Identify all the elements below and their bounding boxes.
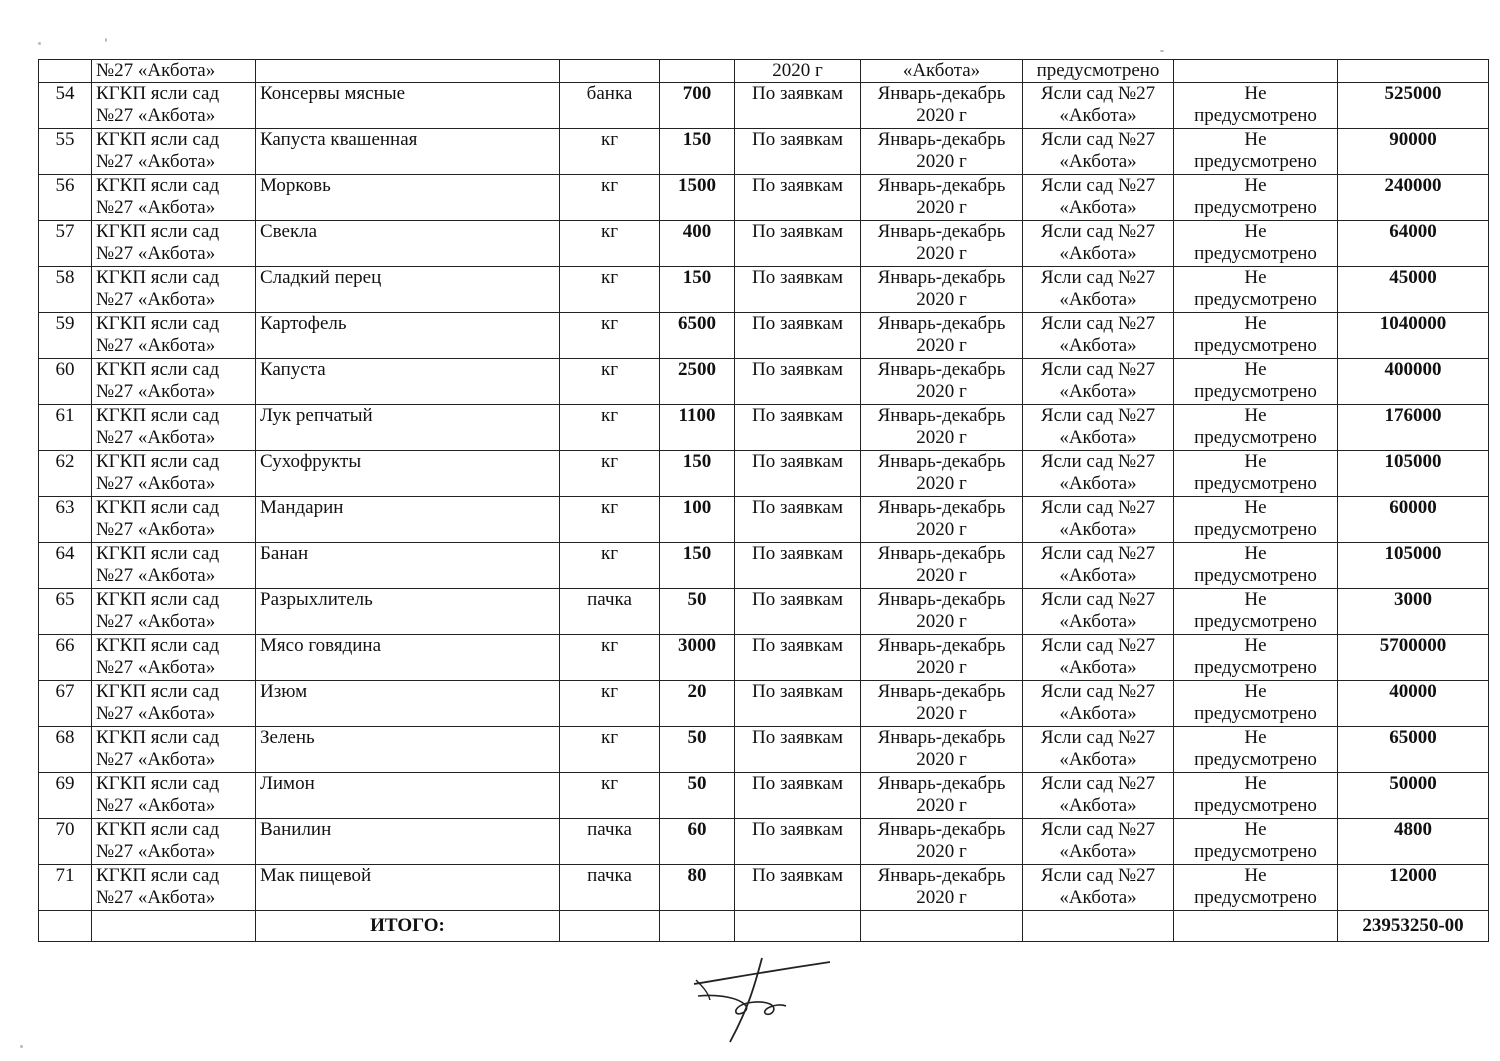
cell-org: КГКП ясли сад №27 «Акбота» [92,497,256,543]
cell-sum: 400000 [1338,359,1489,405]
cell-term: По заявкам [735,221,861,267]
cell-org: КГКП ясли сад №27 «Акбота» [92,589,256,635]
cell-advance: Не предусмотрено [1174,313,1338,359]
cell-name: Сладкий перец [256,267,560,313]
cell-num: 67 [39,681,92,727]
cell-num [39,911,92,942]
table-row [39,773,1489,819]
cell-num: 65 [39,589,92,635]
cell-qty: 700 [660,83,735,129]
cell-place: Ясли сад №27 «Акбота» [1023,727,1174,773]
cell-qty: 150 [660,543,735,589]
table-row [39,313,1489,359]
cell-num: 58 [39,267,92,313]
cell-name: Банан [256,543,560,589]
cell-advance: Не предусмотрено [1174,819,1338,865]
cell-name: Консервы мясные [256,83,560,129]
cell-name: Свекла [256,221,560,267]
table-row [39,865,1489,911]
cell-advance: Не предусмотрено [1174,589,1338,635]
scan-speck [1160,50,1164,52]
table-row [39,221,1489,267]
table-row-continued [39,60,1489,83]
cell-org: КГКП ясли сад №27 «Акбота» [92,175,256,221]
cell-org: КГКП ясли сад №27 «Акбота» [92,451,256,497]
cell-num: 63 [39,497,92,543]
cell-term: По заявкам [735,727,861,773]
cell-period [861,911,1023,942]
cell-place: Ясли сад №27 «Акбота» [1023,221,1174,267]
table-row [39,359,1489,405]
cell-name: Мясо говядина [256,635,560,681]
table-row [39,267,1489,313]
total-row [39,911,1489,942]
cell-period: Январь-декабрь 2020 г [861,175,1023,221]
cell-name [256,60,560,83]
cell-org: КГКП ясли сад №27 «Акбота» [92,359,256,405]
cell-advance [1174,911,1338,942]
cell-num: 69 [39,773,92,819]
cell-qty: 3000 [660,635,735,681]
table-row [39,819,1489,865]
cell-term: По заявкам [735,681,861,727]
cell-unit: кг [560,221,660,267]
cell-period: Январь-декабрь 2020 г [861,727,1023,773]
cell-name: Мандарин [256,497,560,543]
cell-unit: пачка [560,865,660,911]
cell-period: Январь-декабрь 2020 г [861,221,1023,267]
table-row [39,83,1489,129]
cell-period: Январь-декабрь 2020 г [861,589,1023,635]
cell-org: КГКП ясли сад №27 «Акбота» [92,635,256,681]
cell-place: Ясли сад №27 «Акбота» [1023,129,1174,175]
cell-org: КГКП ясли сад №27 «Акбота» [92,727,256,773]
cell-name: Сухофрукты [256,451,560,497]
cell-period: Январь-декабрь 2020 г [861,83,1023,129]
cell-term: По заявкам [735,451,861,497]
cell-qty: 150 [660,129,735,175]
cell-num: 68 [39,727,92,773]
table-row [39,129,1489,175]
cell-place: Ясли сад №27 «Акбота» [1023,497,1174,543]
cell-advance: Не предусмотрено [1174,681,1338,727]
cell-name: Зелень [256,727,560,773]
cell-unit: кг [560,129,660,175]
cell-sum: 50000 [1338,773,1489,819]
cell-qty: 6500 [660,313,735,359]
cell-advance: Не предусмотрено [1174,635,1338,681]
cell-sum: 3000 [1338,589,1489,635]
cell-place: Ясли сад №27 «Акбота» [1023,543,1174,589]
cell-org: КГКП ясли сад №27 «Акбота» [92,267,256,313]
cell-place: Ясли сад №27 «Акбота» [1023,359,1174,405]
cell-org: КГКП ясли сад №27 «Акбота» [92,819,256,865]
cell-org: КГКП ясли сад №27 «Акбота» [92,129,256,175]
cell-qty: 1500 [660,175,735,221]
cell-num: 61 [39,405,92,451]
cell-unit: кг [560,543,660,589]
cell-advance: Не предусмотрено [1174,129,1338,175]
cell-org: КГКП ясли сад №27 «Акбота» [92,405,256,451]
cell-advance: Не предусмотрено [1174,405,1338,451]
cell-period: Январь-декабрь 2020 г [861,865,1023,911]
cell-term: По заявкам [735,83,861,129]
cell-term: По заявкам [735,313,861,359]
cell-sum: 45000 [1338,267,1489,313]
table-row [39,405,1489,451]
cell-name: Капуста [256,359,560,405]
cell-num: 66 [39,635,92,681]
scan-speck [105,38,107,42]
cell-period: 2020 г [735,60,861,83]
cell-name: Морковь [256,175,560,221]
cell-sum [1174,60,1338,83]
cell-unit: кг [560,681,660,727]
cell-place: Ясли сад №27 «Акбота» [1023,405,1174,451]
cell-place: Ясли сад №27 «Акбота» [1023,773,1174,819]
cell-term: По заявкам [735,865,861,911]
cell-num: 64 [39,543,92,589]
cell-qty: 1100 [660,405,735,451]
cell-qty: 60 [660,819,735,865]
cell-name: Разрыхлитель [256,589,560,635]
cell-period: Январь-декабрь 2020 г [861,497,1023,543]
cell-qty: 100 [660,497,735,543]
cell-num: 71 [39,865,92,911]
cell-num: 60 [39,359,92,405]
cell-advance: Не предусмотрено [1174,497,1338,543]
cell-advance: Не предусмотрено [1174,773,1338,819]
table-row [39,589,1489,635]
cell-org: КГКП ясли сад №27 «Акбота» [92,681,256,727]
cell-unit: кг [560,405,660,451]
cell-unit: пачка [560,819,660,865]
cell-sum: 40000 [1338,681,1489,727]
cell-num: 57 [39,221,92,267]
cell-num: 70 [39,819,92,865]
cell-org: №27 «Акбота» [92,60,256,83]
cell-org: КГКП ясли сад №27 «Акбота» [92,543,256,589]
cell-place: Ясли сад №27 «Акбота» [1023,175,1174,221]
cell-period: Январь-декабрь 2020 г [861,451,1023,497]
cell-period: Январь-декабрь 2020 г [861,313,1023,359]
cell-place: Ясли сад №27 «Акбота» [1023,819,1174,865]
cell-advance: Не предусмотрено [1174,727,1338,773]
cell-place: Ясли сад №27 «Акбота» [1023,267,1174,313]
procurement-table [38,59,1489,942]
table-row [39,635,1489,681]
cell-num: 55 [39,129,92,175]
cell-sum: 105000 [1338,451,1489,497]
cell-period: Январь-декабрь 2020 г [861,681,1023,727]
cell-advance: Не предусмотрено [1174,267,1338,313]
cell-sum: 1040000 [1338,313,1489,359]
cell-term: По заявкам [735,267,861,313]
cell-period: Январь-декабрь 2020 г [861,819,1023,865]
table-row [39,727,1489,773]
cell-place: Ясли сад №27 «Акбота» [1023,681,1174,727]
cell-period: Январь-декабрь 2020 г [861,129,1023,175]
cell-qty: 20 [660,681,735,727]
cell-period: Январь-декабрь 2020 г [861,635,1023,681]
cell-sum: 90000 [1338,129,1489,175]
cell-sum: 60000 [1338,497,1489,543]
cell-term: По заявкам [735,497,861,543]
cell-place: «Акбота» [861,60,1023,83]
cell-term: По заявкам [735,129,861,175]
scan-speck [38,42,41,45]
cell-term: По заявкам [735,773,861,819]
cell-unit [560,60,660,83]
cell-unit: кг [560,267,660,313]
cell-unit: кг [560,359,660,405]
cell-advance: Не предусмотрено [1174,543,1338,589]
table-row [39,681,1489,727]
cell-unit [560,911,660,942]
table-row [39,543,1489,589]
table-row [39,497,1489,543]
cell-sum: 105000 [1338,543,1489,589]
cell-advance: Не предусмотрено [1174,221,1338,267]
cell-org: КГКП ясли сад №27 «Акбота» [92,221,256,267]
cell-num: 62 [39,451,92,497]
cell-sum: 240000 [1338,175,1489,221]
cell-num [39,60,92,83]
cell-unit: кг [560,635,660,681]
cell-qty: 50 [660,727,735,773]
cell-period: Январь-декабрь 2020 г [861,773,1023,819]
cell-qty: 150 [660,267,735,313]
cell-place: Ясли сад №27 «Акбота» [1023,83,1174,129]
cell-advance: Не предусмотрено [1174,83,1338,129]
cell-qty: 50 [660,589,735,635]
cell-qty: 150 [660,451,735,497]
cell-unit: банка [560,83,660,129]
cell-qty [660,911,735,942]
cell-place: Ясли сад №27 «Акбота» [1023,635,1174,681]
cell-unit: пачка [560,589,660,635]
cell-unit: кг [560,451,660,497]
cell-advance: Не предусмотрено [1174,865,1338,911]
cell-qty: 400 [660,221,735,267]
cell-sum: 12000 [1338,865,1489,911]
cell-term: По заявкам [735,589,861,635]
cell-sum: 5700000 [1338,635,1489,681]
cell-name: Изюм [256,681,560,727]
cell-term: По заявкам [735,543,861,589]
cell-period: Январь-декабрь 2020 г [861,543,1023,589]
cell-num: 54 [39,83,92,129]
cell-name: Капуста квашенная [256,129,560,175]
cell-org: КГКП ясли сад №27 «Акбота» [92,865,256,911]
cell-unit: кг [560,773,660,819]
cell-extra [1338,60,1489,83]
cell-place: Ясли сад №27 «Акбота» [1023,865,1174,911]
cell-unit: кг [560,497,660,543]
cell-name: Ванилин [256,819,560,865]
cell-name: Лук репчатый [256,405,560,451]
cell-sum: 176000 [1338,405,1489,451]
cell-org [92,911,256,942]
cell-period: Январь-декабрь 2020 г [861,405,1023,451]
cell-term: По заявкам [735,175,861,221]
cell-period: Январь-декабрь 2020 г [861,267,1023,313]
cell-qty: 50 [660,773,735,819]
cell-unit: кг [560,313,660,359]
cell-name: Картофель [256,313,560,359]
cell-sum: 65000 [1338,727,1489,773]
cell-place: Ясли сад №27 «Акбота» [1023,589,1174,635]
cell-qty: 2500 [660,359,735,405]
cell-org: КГКП ясли сад №27 «Акбота» [92,773,256,819]
cell-org: КГКП ясли сад №27 «Акбота» [92,83,256,129]
cell-unit: кг [560,727,660,773]
cell-sum: 525000 [1338,83,1489,129]
cell-sum: 64000 [1338,221,1489,267]
cell-term: По заявкам [735,405,861,451]
table-row [39,451,1489,497]
cell-advance: Не предусмотрено [1174,359,1338,405]
cell-advance: предусмотрено [1023,60,1174,83]
cell-num: 59 [39,313,92,359]
cell-name: Лимон [256,773,560,819]
cell-term [735,911,861,942]
cell-place: Ясли сад №27 «Акбота» [1023,451,1174,497]
signature-icon [690,950,840,1050]
cell-unit: кг [560,175,660,221]
cell-qty: 80 [660,865,735,911]
cell-num: 56 [39,175,92,221]
cell-advance: Не предусмотрено [1174,451,1338,497]
cell-term: По заявкам [735,635,861,681]
total-sum: 23953250-00 [1338,911,1489,942]
cell-place: Ясли сад №27 «Акбота» [1023,313,1174,359]
scan-speck [20,1045,23,1048]
cell-term: По заявкам [735,819,861,865]
cell-qty [660,60,735,83]
cell-org: КГКП ясли сад №27 «Акбота» [92,313,256,359]
total-label: ИТОГО: [256,911,560,942]
cell-advance: Не предусмотрено [1174,175,1338,221]
table-body [39,60,1489,942]
cell-sum: 4800 [1338,819,1489,865]
cell-period: Январь-декабрь 2020 г [861,359,1023,405]
table-row [39,175,1489,221]
cell-place [1023,911,1174,942]
cell-name: Мак пищевой [256,865,560,911]
cell-term: По заявкам [735,359,861,405]
